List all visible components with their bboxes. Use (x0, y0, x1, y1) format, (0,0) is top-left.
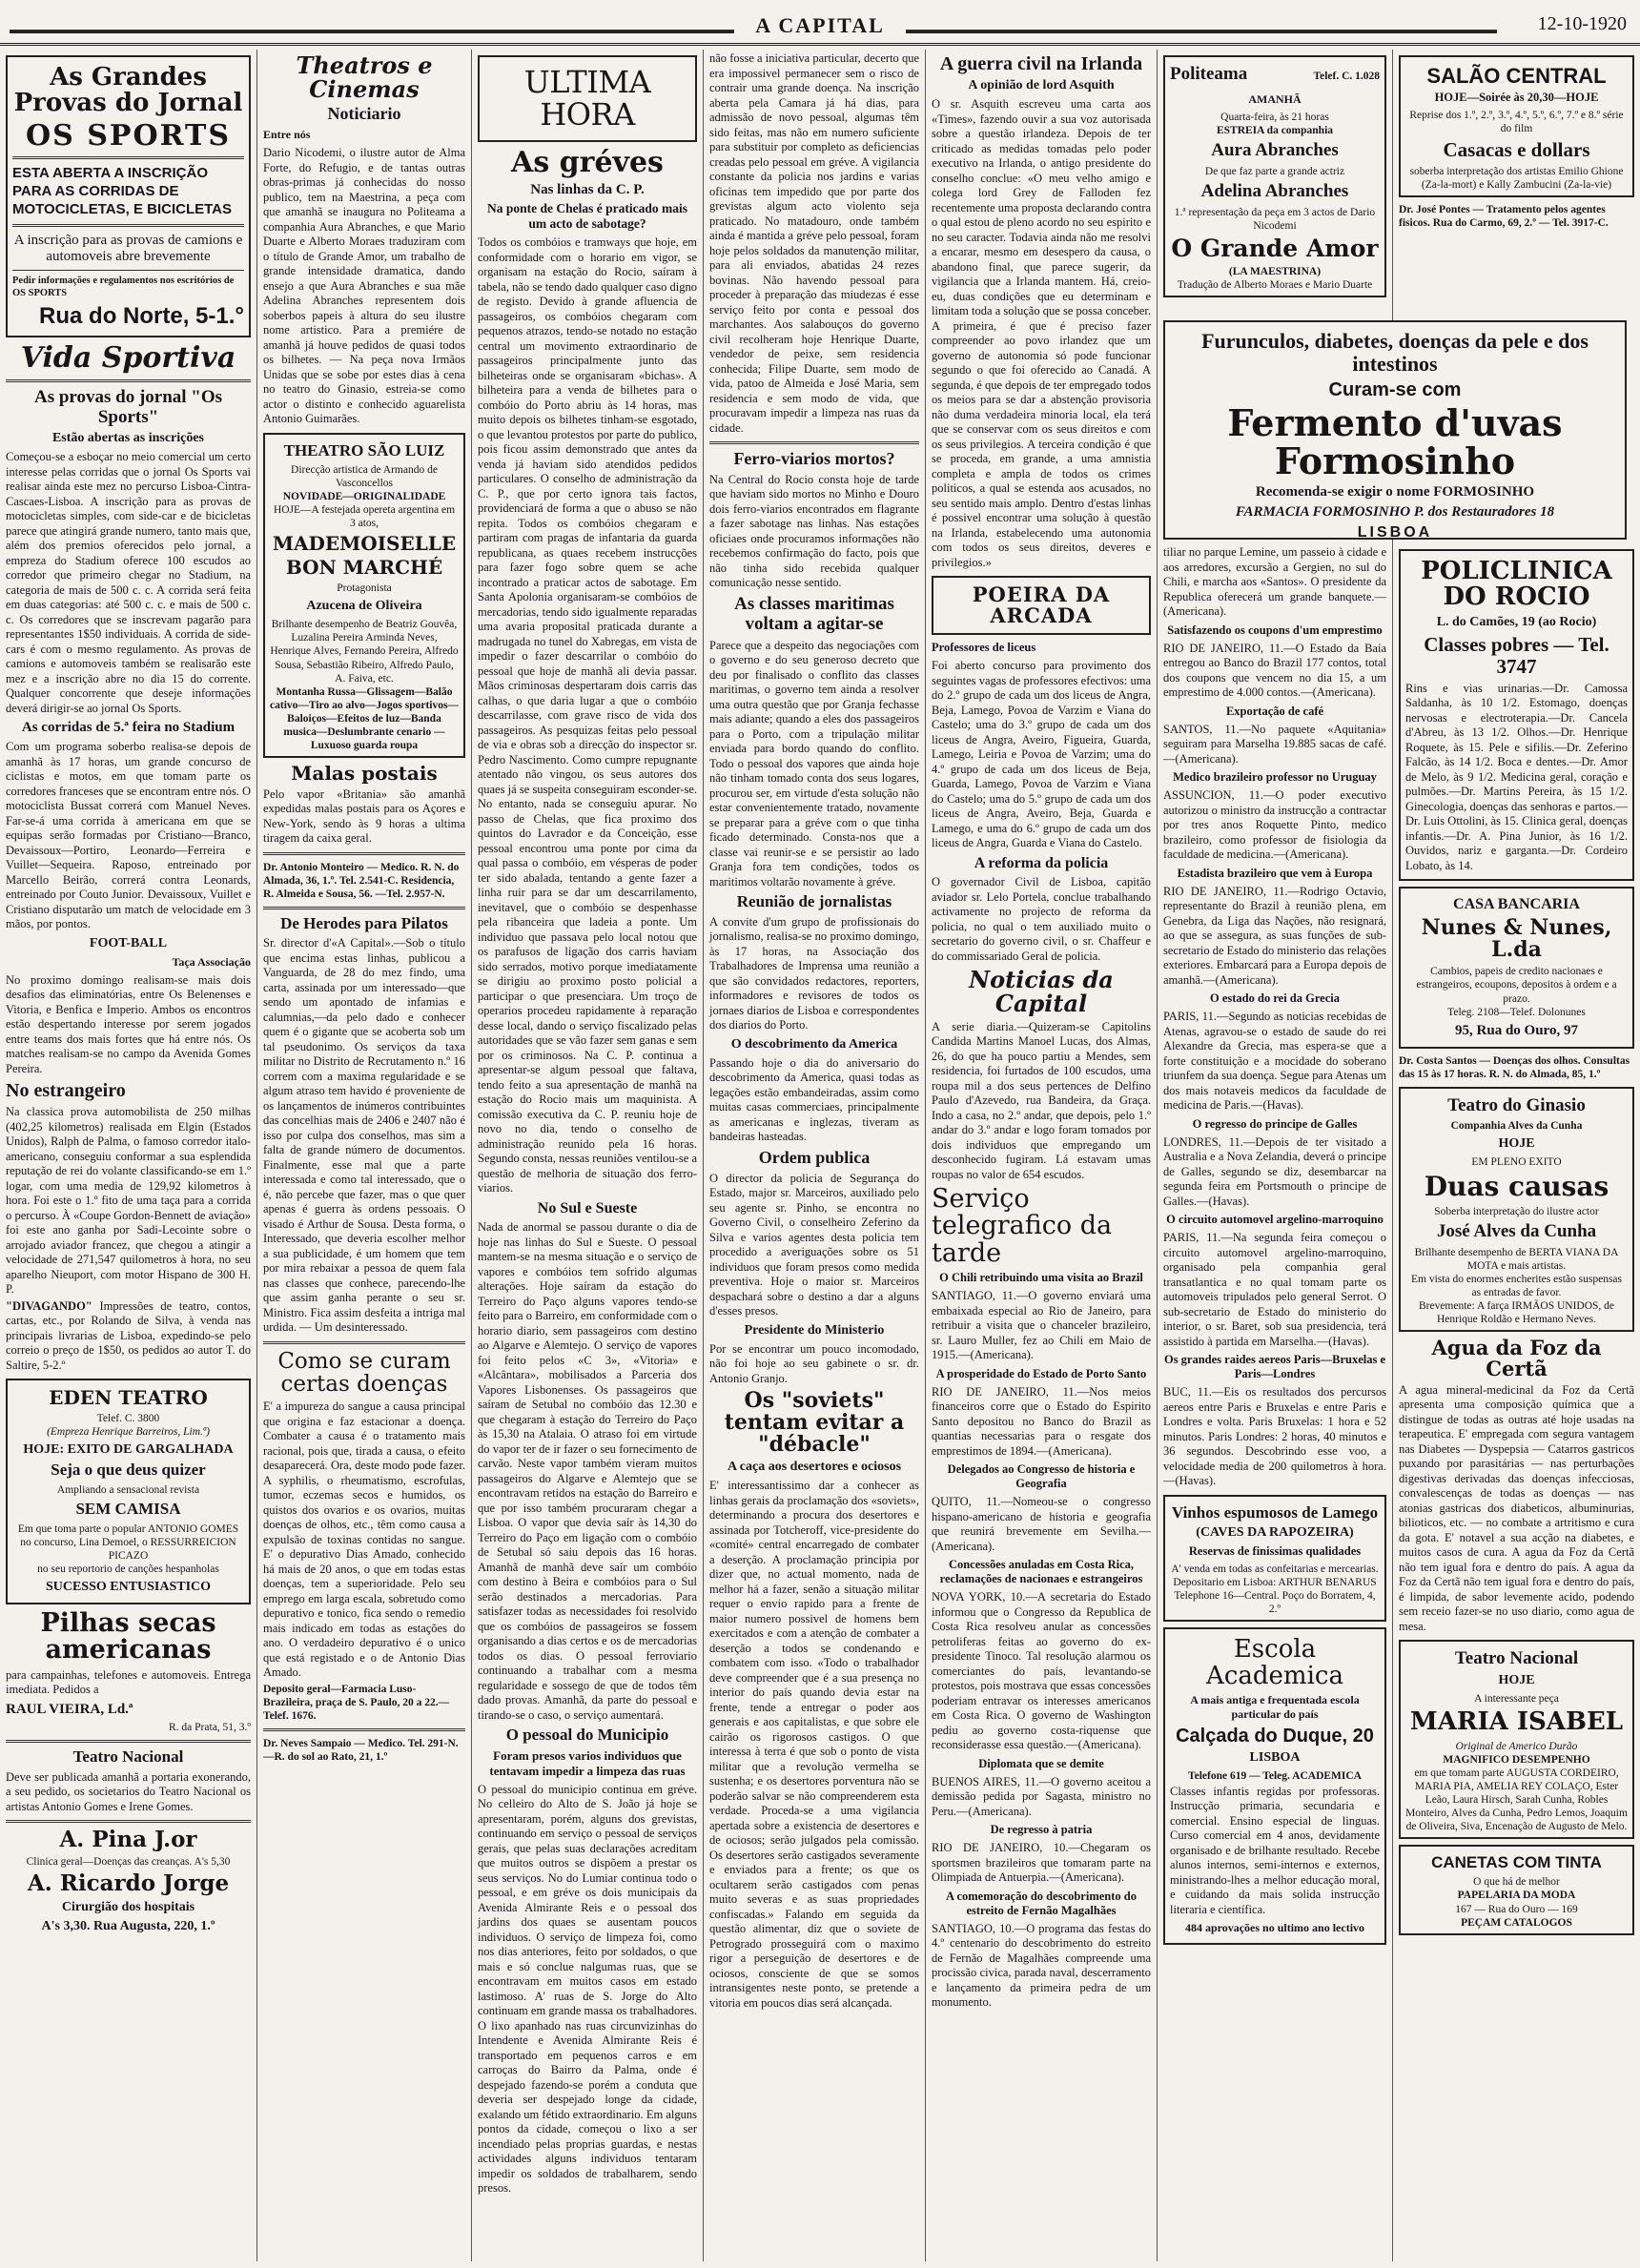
divider (263, 1341, 465, 1344)
ferro-viarios-title: Ferro-viarios mortos? (733, 449, 895, 468)
adelina-abranches: Adelina Abranches (1200, 180, 1349, 201)
nacional-ad-title: Teatro Nacional (1454, 1648, 1579, 1669)
teatro-nacional-news-text: Deve ser publicada amanhã a portaria exonerando, a seu pedido, os societarios do Teatro Nacional os artistas Antonio Gomes e Irene Gomes. (6, 1769, 251, 1813)
nacional-ad-text: em que tomam parte AUGUSTA CORDEIRO, MARIA PIA, AMELIA REY COLAÇO, Ester Leão, Laura Hirsch, Sarah Cunha, Robles Monteiro, Alves da Cunha, Pedro Lemos, Joaquim de Oliveira, Siva, Encenação de Augusto de Melo. (1405, 1767, 1628, 1832)
descobrimento-text: Passando hoje o dia do aniversario do descobrimento da America, quasi todas as legações estão embandeiradas, assim como muitas casas commerciaes, principalmente as americanas e inglezas, tiveram as bandeiras hasteadas. (709, 1055, 919, 1144)
pilhas-text: para campainhas, telefones e automoveis. Entrega imediata. Pedidos a (6, 1667, 251, 1697)
escola-subtitle: A mais antiga e frequentada escola particular do país (1190, 1692, 1360, 1721)
circuito-text: PARIS, 11.—Na segunda feira começou o circuito automovel argelino-marroquino, organisado pela companhia geral transatlantica e no qual tomam parte os automoveis tripulados pelo general Serrot. O sub-secretario de Estado do ministerio do interior, o sr. Baret, sob sua presidencia, terá assistido à partida em Marselha.—(Havas). (1163, 1231, 1386, 1348)
issue-date: 12-10-1920 (1537, 13, 1627, 34)
column-6-lower (1158, 543, 1393, 2259)
raul-vieira: RAUL VIEIRA, Ld.ª (6, 1701, 133, 1717)
municipio-subtitle: Foram presos varios individuos que tentavam impedir a limpeza das ruas (489, 1747, 686, 1778)
chili-text: SANTIAGO, 11.—O governo enviará uma embaixada especial ao Rio de Janeiro, para retribuir a visita que o chanceler brazileiro, sr. Lauro Muller, fez ao Chili em Maio de 1915.—(Americana). (932, 1289, 1151, 1362)
inscricao-aberta: ESTA ABERTA A INSCRIÇÃO PARA AS CORRIDAS DE MOTOCICLETAS, E BICICLETAS (12, 165, 233, 217)
rei-grecia-subtitle: O estado do rei da Grecia (1210, 991, 1340, 1005)
linhas-cp-subtitle: Nas linhas da C. P. (530, 181, 645, 197)
policlinica-address: L. do Camões, 19 (ao Rocio) (1436, 614, 1597, 629)
bancaria-title: CASA BANCARIA (1453, 896, 1580, 913)
escola-calcada: Calçada do Duque, 20 (1176, 1725, 1374, 1747)
vinhos-deposito: Depositario em Lisboa: ARTHUR BENARUS (1173, 1577, 1377, 1589)
ricardo-jorge-title: A. Ricardo Jorge (27, 1870, 230, 1897)
formosinho-farmacia: FARMACIA FORMOSINHO P. dos Restauradores 18 (1235, 504, 1555, 521)
ginasio-brilhante: Brilhante desempenho de BERTA VIANA DA MOTA e mais artistas. (1414, 1246, 1619, 1272)
eden-telef: Telef. C. 3800 (96, 1413, 160, 1425)
canetas-title: CANETAS COM TINTA (1431, 1852, 1602, 1871)
eden-title: EDEN TEATRO (49, 1386, 208, 1410)
estadista-subtitle: Estadista brazileiro que vem à Europa (1177, 866, 1373, 880)
masthead-rule-left (10, 30, 734, 33)
deposito-geral: Deposito geral—Farmacia Luso-Brazileira, praça de S. Paulo, 20 a 22.—Telef. 1676. (263, 1683, 450, 1722)
sao-luiz-hoje: HOJE—A festejada opereta argentina em 3 atos, (273, 504, 456, 530)
ginasio-title: Teatro do Ginasio (1447, 1094, 1586, 1115)
regresso-text: RIO DE JANEIRO, 10.—Chegaram os sportsmen brazileiros que tomaram parte na Olimpiada de Antuerpia.—(Americana). (932, 1841, 1151, 1885)
salao-interp: soberba interpretação dos artistas Emilio Ghione (Za-la-mort) e Kally Zambucini (Za-la-vie) (1409, 166, 1624, 192)
casa-bancaria-ad (1399, 887, 1634, 1048)
estrangeiro-text: Na classica prova automobilista de 250 milhas (402,25 kilometros) realisada em Elgin (Estados Unidos), Ralph de Palma, o famoso corredor italo-americano, conseguiu conformar a sua esplendida reputação de rei do volante classificando-se em 1.º logar, com uma media de 129,92 kilometros à hora. Foi este o 1.º fito de uma taça para a corrida o percurso. À «Coupe Gordon-Bennett de aviação» foi este ano ganha por Sadi-Lecointe sobre o arrojado aviador francez, que chegou a atingir a velocidade de 271,547 quilometros à hora, no seu aparelho Nieuport, com motor Hispano de 300 H. P. (6, 1105, 251, 1297)
football-text: No proximo domingo realisam-se mais dois desafios das eliminatórias, entre Os Belenenses e Vitoria, e Benfica e Imperio. Ambos os encontros estão despertando interesse por serem jogados entre teams dos mais fortes que há entre nós. Os matches realisam-se no campo da Avenida Gomes Pereira. (6, 972, 251, 1075)
paper-name: A CAPITAL (755, 13, 885, 37)
poeira-banner (932, 576, 1151, 635)
formosinho-recomenda: Recomenda-se exigir o nome FORMOSINHO (1255, 484, 1535, 501)
canetas-subtitle: O que há de melhor (1473, 1876, 1560, 1889)
maestrina-sub: (LA MAESTRINA) (1228, 266, 1322, 277)
ginasio-soberba: Soberba interpretação do ilustre actor (1434, 1205, 1599, 1217)
ricardo-address: A's 3,30. Rua Augusta, 220, 1.º (41, 1918, 215, 1933)
divider (12, 224, 244, 227)
liceus-subtitle: Professores de liceus (932, 641, 1036, 655)
costa-santos-ad: Dr. Costa Santos — Doenças dos olhos. Consultas das 15 às 17 horas. R. N. do Almada, 85, 1.º (1399, 1054, 1630, 1080)
divider (709, 441, 919, 444)
vinhos-title: Vinhos espumosos de Lamego (1171, 1502, 1379, 1522)
porto-santo-text: RIO DE JANEIRO, 11.—Nos meios financeiros corre que o Estado do Espirito Santo depositou no Banco do Brazil as quantias necessarias para o resgate dos emprestimos de 1894.—(Americana). (932, 1384, 1151, 1458)
regresso-subtitle: De regresso à patria (990, 1823, 1093, 1837)
monteiro-ad: Dr. Antonio Monteiro — Medico. R. N. do Almada, 36, 1.º. Tel. 2.541-C. Residencia, R. Almeida e Sousa, 56. —Tel. 2.957-N. (263, 861, 460, 900)
eden-seja: Seja o que deus quizer (51, 1461, 206, 1480)
pina-text: Clinica geral—Doenças das creanças. A's 5,30 (26, 1856, 231, 1869)
ultima-hora-title: ULTIMA HORA (523, 64, 651, 133)
malas-postais-text: Pelo vapor «Britania» são amanhã expedidas malas postais para os Açores e New-York, sendo às 9 horas a ultima tiragem da caixa geral. (263, 787, 465, 846)
divider (6, 379, 251, 382)
liceus-text: Foi aberto concurso para provimento dos seguintes vagas de professores efectivos: uma do 2.º grupo de cada um dos liceus de Angra, Beja, Lamego, Povoa de Varzim e Viana do Castelo; uma do 3.º grupo de cada um dos liceus de Angra, Aveiro, Figueira, Guarda, Lamego, Leiria e Povoa de Varzim; uma do 4.º grupo de cada um dos liceus de Beja, Guarda, Lamego, Povoa de Varzim e Viana do Castelo; uma do 5.º grupo de cada um dos liceus de Angra, Aveiro, Beja, Guarda e Lamego, e uma do 6.º grupo de cada um dos liceus de Angra, Guarda e Viana do Castelo. (932, 659, 1151, 850)
como-se-curam-text: E' a impureza do sangue a causa principal que origina e faz estacionar a doença. Combater a causa é o tratamento mais racional, pois que, tirada a causa, o efeito desaparecerá. Ora, deste modo pode fazer. A syphilis, o rheumatismo, escrofulas, tumor, eczemas secos e humidos, os quistos dos ovarios e os ovarios, muitas doenças de olhos, etc., têm como causa a expulsão de toxinas contidas no sangue. E' o depurativo Dias Amado, conhecido há mais de 20 anos, o que em todas estas doenças, tem a superioridade. Pelo seu emprego em larga escala, sobretudo como depurativo e tonico, fica sendo o remedio mais indicado em todas as estações do ano. O verdadeiro depurativo é o unico que está registado e o de Antonio Dias Amado. (263, 1400, 465, 1680)
pilhas-title: Pilhas secas americanas (40, 1607, 216, 1665)
circuito-subtitle: O circuito automovel argelino-marroquino (1166, 1213, 1384, 1226)
teatro-nacional-news-title: Teatro Nacional (72, 1747, 184, 1767)
taca-subtitle: Taça Associação (172, 954, 251, 969)
football-title: FOOT-BALL (89, 935, 168, 950)
os-sports-title: OS SPORTS (26, 118, 231, 153)
sao-luiz-direction: Direcção artistica de Armando de Vasconcellos (291, 464, 438, 490)
vinhos-ad (1163, 1495, 1386, 1623)
escola-lisboa: LISBOA (1249, 1749, 1301, 1765)
herodes-text: Sr. director d'«A Capital».—Sob o título que encima estas linhas, publicou a Vanguarda, de 28 do mez findo, uma carta, assinada por um interessado—que sendo um apontado de infamias e calumnias,—da pelo dado e conhecer quem é o gigante que se acoberta sob um tal pseudonimo. Os serviços da taxa militar no Distrito de Recrutamento n.º 16 correm com a maxima regularidade e se algum atraso tem havido é proveniente de os lançamentos de inúmeros contribuintes das concelhias mais de 2406 e 2407 não é isso por culpa dos conselhos, mas sim a falta de grande número de documentos. Finalmente, esse mal que a parte interessada e como tal interessado, que o é, não percebe que fazer, mas o que quer apenas é guerra às ordens pessoais. O visado é Arthur de Sousa. Desta forma, o Interessado, que deveria escolher melhor a sua publicidade, é um homem que tem por mira rebaixar a pessoa de quem fala nas classes que conhece, parecendo-lhe que assim ganha perante o seu sr. Ministro. Fica assim desfeita a intriga mal urdida. — Um desinteressado. (263, 936, 465, 1335)
herodes-title: De Herodes para Pilatos (280, 913, 448, 932)
provas-title: As provas do jornal "Os Sports" (33, 386, 223, 427)
magalhaes-subtitle: A comemoração do descobrimento do estreito de Fernão Magalhães (946, 1889, 1137, 1917)
poeira-title: POEIRA DA ARCADA (972, 582, 1111, 628)
telegraf-continued: tiliar no parque Lemine, um passeio à cidade e aos arredores, excursão a Gergien, no sul do Chili, e marcha aos «Santos». O presidente da Republica oferecerá um grande banquete.—(Americana). (1163, 545, 1386, 618)
politeama-ad (1163, 55, 1386, 297)
column-4 (704, 50, 926, 2261)
bancaria-tel: Teleg. 2108—Telef. Dolonunes (1447, 1006, 1586, 1018)
estrangeiro-title: No estrangeiro (6, 1080, 126, 1102)
soviets-text: E' interessantissimo dar a conhecer as linhas gerais da proclamação dos «soviets», determinando a procura dos desertores e assinada por Totcheroff, vice-presidente do «comité» central encarregado de combater a deserção. A proclamação principia por dizer que, no actual momento, nada de melhor há a fazer, senão a situação militar requer o envio rapido para a frente de maior numero possivel de homens bem exercitados e com a atenção de combater a deserção a todos se condenando e combatem com isso. «Todo o trabalhador deve compreender que é a sua presença no interior do país quando devia estar na frente, tende a entregar o poder aos generais e aos capitalistas, e que sobre ele cairão os rigorosos castigos. O que interessa à terra é que sob o ponto de vista militar que a revolução vermelha se sustenha; e os desertores porventura não se poderão salvar se não compreenderem esta verdade. Proceda-se a uma vigilancia apertada sobre a existencia de desertores e de ociosos; serão julgados pela comissão. Os desertores serão castigados severamente e enviados para a frente; os que os ocultarem serão castigados com penas muito severas e as suas propriedades confiscadas.» Falando em seguida da questão alimentar, diz que o soviete de Petrogrado prosseguirá com o maximo rigor a perseguição de desertores e de ociosos, consciente de que se somos intransigentes neste ponto, se pretende a vitoria em poucos dias será alcançada. (709, 1479, 919, 2010)
rei-grecia-text: PARIS, 11.—Segundo as noticias recebidas de Atenas, agravou-se o estado de saude do rei Alexandre da Grecia, mas espera-se que a forte constituição e a mocidade do soberano triunfem da sua doença. Segue para Atenas um dos mais notaveis medicos da faculdade de medicina de Paris.—(Havas). (1163, 1010, 1386, 1112)
coupons-text: RIO DE JANEIRO, 11.—O Estado da Baía entregou ao Banco do Brazil 177 contos, total dos coupons que vencem no dia 15, a um emprestimo de 4.000 contos.—(Americana). (1163, 641, 1386, 699)
grande-amor-title: O Grande Amor (1171, 234, 1379, 262)
uruguay-subtitle: Medico brazileiro professor no Uruguay (1173, 770, 1377, 784)
canetas-ad (1399, 1845, 1634, 1935)
alves-cunha-name: José Alves da Cunha (1436, 1220, 1597, 1241)
canetas-pecam: PEÇAM CATALOGOS (1461, 1916, 1572, 1929)
policlinica-ad (1399, 549, 1634, 881)
maritimas-text: Parece que a despeito das negociações com o governo e do seu generoso decreto que deu por finalisado o conflito das classes maritimas, o governo tem ainda a resolver uma outra questão que por Granja fechasse mais adiante; quando a eles dos passageiros para o Porto, com a tripulação militar enviada para bordo quando do conflito. Todo o pessoal dos vapores que ainda hoje não tinham tomado conta dos seus logares, procurou ser, em virtude d'esta solução não estar convenientemente tratado, novamente se preparar para a gréve com o que tinha ficado determinado. Consta-nos que a classe vai reunir-se e se persistir ao lado Granja fora tem condições, todos os maritimos voltarão novamente à gréve. (709, 638, 919, 889)
delegados-text: QUITO, 11.—Nomeou-se o congresso hispano-americano de historia e geografia que reunirá brevemente em Sevilha.—(Americana). (932, 1495, 1151, 1553)
aura-abranches: Aura Abranches (1211, 139, 1339, 160)
pontes-ad: Dr. José Pontes — Tratamento pelos agentes fisicos. Rua do Carmo, 69, 2.º — Tel. 3917-C. (1399, 204, 1609, 230)
ricardo-sub: Cirurgião dos hospitais (61, 1899, 195, 1914)
column-1 (0, 50, 257, 2261)
politeama-quarta: Quarta-feira, às 21 horas (1220, 111, 1329, 123)
noticiario-title: Noticiario (327, 104, 401, 124)
divider (12, 156, 244, 159)
jornalistas-title: Reunião de jornalistas (736, 892, 892, 911)
eden-cancoes: no seu reportorio de canções hespanholas (37, 1563, 219, 1575)
salao-hoje: HOJE—Soirée às 20,30—HOJE (1434, 91, 1599, 105)
pina-title: A. Pina J.or (59, 1827, 197, 1853)
ginasio-pleno: EM PLENO EXITO (1471, 1156, 1562, 1169)
bon-marche-title: BON MARCHÉ (285, 556, 443, 580)
divider (6, 1820, 251, 1823)
aereas-subtitle: Os grandes raides aereos Paris—Bruxelas e Paris—Londres (1163, 1353, 1386, 1380)
escola-telefone: Telefone 619 — Teleg. ACADEMICA (1188, 1769, 1362, 1782)
diplomata-subtitle: Diplomata que se demite (978, 1756, 1104, 1770)
vida-sportiva-title: Vida Sportiva (20, 341, 236, 376)
ginasio-brevemente: Brevemente: A farça IRMÃOS UNIDOS, de Henrique Roldão e Hermano Neves. (1418, 1299, 1615, 1325)
chili-subtitle: O Chili retribuindo uma visita ao Brazil (939, 1271, 1143, 1285)
divagando-block (6, 1299, 251, 1374)
politeama-amanha: AMANHÃ (1248, 92, 1302, 106)
escola-text: Classes infantis regidas por professoras. Instrucção primaria, secundaria e comercial. Ensino especial de linguas. Curso comercial em 4 anos, devidamente organisado e de brilhante resultado. Recebe alunos internos, semi-internos e externos, ministrando-lhes a melhor educação moral, e cuidando da mais solida instrucção literaria e científica. (1170, 1784, 1380, 1916)
inscricoes-subtitle: Estão abertas as inscrições (51, 431, 205, 446)
municipio-continued-text: não fosse a iniciativa particular, decerto que era impossivel permanecer sem o risco de contrair uma grande doença. Na inscrição aberta pela Camara já há dias, para admissão de novo pessoal, algumas têm sido feitas, mas não em numero suficiente para substituir por completo as deficiencias creadas pelo pessoal em gréve. A vigilancia constante da policia nos jardins e varias oficinas tem impedido que por parte dos grevistas algum acto violento seja praticado. No matadouro, onde também ainda é mantida a gréve pelo pessoal, foram hoje pelos soldados da manutenção militar, para ali enviados, abatidas 24 rezes bovinas. Não havendo pessoal para proceder à preparação das miudezas é esse serviço feito por conta e pessoal dos marchantes. Aos salabouços do governo civil recolheram hoje Henrique Duarte, vendedor de peixe, sem residencia conhecida; Filipe Duarte, sem modo de vida, patoo de Almeida e José Maria, sem residencia e sem modo de vida, que procuravam impedir a limpeza nas ruas da cidade. (709, 51, 919, 435)
cafe-text: SANTOS, 11.—No paquete «Aquitania» seguiram para Marselha 19.885 sacas de café.—(Americana). (1163, 722, 1386, 766)
vinhos-reservas: Reservas de finissimas qualidades (1188, 1544, 1362, 1559)
grandes-provas-ad (6, 55, 251, 337)
escola-aprovacoes: 484 aprovações no ultimo ano lectivo (1184, 1921, 1365, 1935)
bancaria-name: Nunes & Nunes, L.da (1421, 915, 1612, 963)
curam-se-com: Curam-se com (1328, 379, 1462, 401)
chelas-subtitle: Na ponte de Chelas é praticado mais um acto de sabotage? (487, 201, 687, 232)
vinhos-telephone: Telephone 16—Central. Poço do Borratem, 4, 2.º (1174, 1590, 1376, 1616)
politeama-header (1170, 61, 1380, 89)
salao-title: SALÃO CENTRAL (1426, 64, 1607, 88)
soviets-subtitle: A caça aos desertores e ociosos (727, 1460, 902, 1475)
eden-hoje: HOJE: EXITO DE GARGALHADA (23, 1442, 234, 1458)
agua-foz-text: A agua mineral-medicinal da Foz da Certã apresenta uma composição química que a distingue de todas as outras até hoje usadas na terapeutica. E' empregada com segura vantagem nas Diabetes — Dyspepsia — Catarros gastricos puxando por parasitárias — nas perturbações digestivas derivadas das doenças infecciosas, convalescenças de todas as doenças — nas atonias gastricas dos diabeticos, albuminurias, bilioticos, etc. — no combate a artritismo e cura da gota. E' notavel a sua acção na diabetes, e muitos casos de cura. A agua da Foz da Certã não tem igual fora e dentro do país. A agua da Foz da Certã não tem igual fora e dentro do país, é limpida, de sabor levemente acido, podendo sem receio fazer-se no uso diario, como agua de mesa. (1399, 1382, 1634, 1633)
inscricoes-text: Começou-se a esboçar no meio comercial um certo interesse pelas corridas que o jornal Os Sports vai realisar ainda este mez no percurso Lisboa-Cintra-Cascaes-Lisboa. A inscrição para as provas de motocicletas simples, com side-car e de bicicletas parece que atingirá grande numero, tanto mais que, além dos premios oferecidos pelo jornal, a empreza do Stadium oferece 100 escudos ao corredor que primeiro chegar no Stadium, na categoria de mais de 500 c. c. A corrida será feita em duas categorias: até 500 c. c. e mais de 500 c. c. Os corredores que se inscrevam pagarão para representantes 1$50 individuais. A corrida de side-cars é com o mesmo regulamento. As provas de camions e automoveis também se realisarão este mez e a inscrição abre no dia 15 do corrente. Qualquer concorrente que deseje informações deverá dirigir-se ao jornal Os Sports. (6, 450, 251, 715)
mademoiselle-title: MADEMOISELLE (272, 532, 457, 556)
column-7-lower (1393, 543, 1640, 2259)
eden-teatro-ad (6, 1379, 251, 1604)
classes-pobres: Classes pobres — Tel. 3747 (1424, 632, 1609, 678)
ginasio-hoje: HOJE (1498, 1136, 1535, 1152)
descobrimento-title: O descobrimento da America (730, 1036, 898, 1052)
sampaio-ad: Dr. Neves Sampaio — Medico. Tel. 291-N.—R. do sol ao Rato, 21, 1.º (263, 1737, 459, 1763)
politeama-de-que: De que faz parte a grande actriz (1204, 165, 1345, 177)
municipio-title: O pessoal do Municipio (505, 1726, 669, 1745)
ordem-publica-title: Ordem publica (758, 1147, 871, 1167)
sao-luiz-desempenho: Brilhante desempenho de Beatriz Gouvêa, Luzalina Pereira Arminda Neves, Henrique Alves, Fernando Pereira, Alfredo Sousa, Sebastião Ribeiro, Alfredo Paulo, A. Faiva, etc. (270, 619, 459, 684)
eden-empresa: (Empreza Henrique Barreiros, Lim.ª) (47, 1426, 210, 1439)
como-se-curam-title: Como se curam certas doenças (277, 1348, 451, 1397)
divider (263, 852, 465, 855)
politeama-title: Politeama (1170, 64, 1248, 84)
raul-address: R. da Prata, 51, 3.º (169, 1722, 251, 1734)
soviets-title: Os "soviets" tentam evitar a "débacle" (724, 1388, 905, 1458)
policlinica-text: Rins e vias urinarias.—Dr. Camossa Saldanha, às 10 1/2. Estomago, doenças nervosas e electroterapia.—Dr. Cancela d'Abreu, às 13 1/2. Olhos.—Dr. Henrique Roquete, às 15. Pele e sifilis.—Dr. Zeferino Falcão, às 14 1/2. Boca e dentes.—Dr. Amor de Melo, às 9 1/2. Medicina geral, coração e pulmões.—Dr. Martins Pereira, às 15 1/2. Ginecologia, doenças das senhoras e partos.—Dr. Luis Ottolini, às 15. Clinica geral, doenças infantis.—Dr. A. Pina Junior, às 16 1/2. Ouvidos, nariz e garganta.—Dr. Cordeiro Lobato, às 14. (1405, 681, 1628, 872)
politeama-telef: Telef. C. 1.028 (1313, 71, 1380, 82)
entre-nos-text: Dario Nicodemi, o ilustre autor de Alma Forte, do Refugio, e de tantas outras obras-primas já conhecidas do nosso publico, tem na Maestrina, a peça com que amanhã se inaugura no Politeama a companhia Aura Abranches, e que Mario Duarte e Alberto Moraes traduziram com o título de Grande Amor, um trabalho de grande intensidade dramatica, dando ensejo a que Aura Abranches e sua mãe Adelina Abranches representem dois soberbos papeis à altura do seu ilustre nome artistico. Para a premiére de amanhã já houve pedidos de quasi todos os bilhetes. — Na peça nova Irmãos Unidas que se sobe por estes dias à cena no teatro do Ginasio, estreia-se como actor o distinto e conhecido aguarelista Antonio Guimarães. (263, 146, 465, 426)
ordem-publica-text: O director da policia de Segurança do Estado, major sr. Marceiros, auxiliado pelo seu agente sr. Pinho, se encontra no Governo Civil, o conselheiro Zeferino da Silva e varios agentes desta policia tem procedido a averiguações sobre os 51 individuos que foram presos como medida preventiva. Hoje o maior sr. Marceiros despachará sobre o destino a dar a alguns d'esses presos. (709, 1171, 919, 1318)
divider (12, 270, 244, 271)
divagando-text: Impressões de teatro, contos, cartas, etc., por Rolando de Silva, à venda nas principais livrarias de Lisboa, expedindo-se pelo correio o preço de 1$50, os pedidos ao autor T. do Saltire, 5-2.º (6, 1298, 251, 1372)
vinhos-venda: A' venda em todas as confeitarias e mercearias. (1171, 1563, 1379, 1576)
teatro-nacional-ad (1399, 1640, 1634, 1838)
reforma-title: A reforma da policia (974, 854, 1109, 871)
politeama-traducao: Tradução de Alberto Moraes e Mario Duarte (1177, 279, 1373, 292)
ginasio-ad (1399, 1087, 1634, 1332)
servico-telegrafico-title: Serviço telegrafico da tarde (932, 1184, 1113, 1268)
divagando-title: "DIVAGANDO" (6, 1298, 92, 1313)
column-3 (472, 50, 704, 2261)
entre-nos-subtitle: Entre nós (263, 128, 311, 142)
malas-postais-title: Malas postais (291, 761, 438, 785)
asquith-text: O sr. Asquith escreveu uma carta aos «Times», fazendo ouvir a sua voz autorisada sobre a questão irlandeza. Depois de ter criticado as medidas tomadas pelo poder executivo na Irlanda, o antigo presidente do conselho conclue: «O meu velho amigo e colega lord Grey de Falloden fez recentemente uma proposta declarando contra o qual estou de pleno acordo no seu espirito e no seu caracter. Todavia ainda não me resolvi a encarar, mesmo em desespero da causa, o abandono final, que parece sugerir, da vigilancia que a Irlanda mantem. Há, creio-eu, duas condições que eu determinam e limitam toda a solução que se possa conceber. A primeira, é que é preciso fazer compreender ao povo irlandez que um governo de autonomia só pode funcionar segundo o que foi oferecido ao Canadá. A segunda, é que depois de ter empregado todos os meios para se dar a abstenção provisoria não duma verdadeira minoria local, ela terá que se conservar com os seus direitos e com os seus privilegios. A terceira condição é que se proceda, em grande, a uma amnistia completa e ampla de todos os crimes politicos, a qual se estenda aos acusados, no seu sentido mais amplo. Dentro d'estas linhas é possivel encontrar uma solução à questão na Irlanda, estabelecendo uma autonomia com todos os seus direitos, deveres e privilegios.» (932, 97, 1151, 569)
nacional-ad-interesse: A interessante peça (1474, 1693, 1559, 1706)
concessoes-subtitle: Concessões anuladas em Costa Rica, reclamações de nacionaes e estrangeiros (939, 1558, 1143, 1586)
protagonista-label: Protagonista (337, 582, 392, 595)
eden-ampliando: Ampliando a sensacional revista (56, 1484, 200, 1497)
column-2 (257, 50, 472, 2261)
sao-luiz-montanha: Montanha Russa—Glissagem—Balão cativo—Tiro ao alvo—Jogos sportivos—Baloiços—Efeitos de luz—Banda musica—Deslumbrante cenario — Luxuoso guarda roupa (270, 685, 459, 751)
teatros-cinemas-title: Theatros e Cinemas (296, 51, 433, 104)
duas-causas-title: Duas causas (1424, 1171, 1609, 1203)
sao-luiz-ad (263, 433, 465, 758)
ultima-hora-banner (478, 55, 697, 142)
divider (6, 1740, 251, 1743)
noticias-capital-text: A serie diaria.—Quizeram-se Capitolins Candida Martins Manoel Lucas, dos Almas, 26, do que ha pouco partiu a Mendes, sem residencia, foi furtados de 100 escudos, uma roupa mil a dos seus pertences de Delfino Paulo d'Azevedo, rua Bandeira, da Graça. Indo a casa, no 2.º andar, que depois, pelo 1.º andar do 3.º andar e logo foram tomados por dois individuos que empregando um desconhecido fugiram. Lá estavam umas roupas no valor de 654 escudos. (932, 1019, 1151, 1181)
eden-sucesso: SUCESSO ENTUSIASTICO (45, 1579, 212, 1594)
eden-antonio: Em que toma parte o popular ANTONIO GOMES (17, 1522, 239, 1535)
nacional-ad-hoje: HOJE (1498, 1673, 1535, 1688)
escola-academica-ad (1163, 1627, 1386, 1945)
formosinho-lisboa: LISBOA (1357, 524, 1433, 541)
escola-title: Escola Academica (1206, 1635, 1343, 1690)
policlinica-title: POLICLINICA DO ROCIO (1421, 557, 1612, 612)
agua-foz-title: Agua da Foz da Certã (1431, 1335, 1602, 1380)
sul-sueste-title: No Sul e Sueste (537, 1199, 638, 1216)
fermento-title: Fermento d'uvas Formosinho (1227, 401, 1563, 483)
maria-isabel-title: MARIA ISABEL (1409, 1707, 1624, 1737)
eden-concurso: no concurso, Lina Demoel, o RESSURREICION PICAZO (20, 1536, 236, 1562)
presidente-title: Presidente do Ministerio (744, 1322, 885, 1338)
ginasio-companhia: Companhia Alves da Cunha (1450, 1120, 1583, 1133)
municipio-text: O pessoal do municipio continua em gréve. No celleiro do Alto de S. João já hoje se apresentaram, porém, alguns dos grevistas, continuando em serviço o pessoal de serviços gerais, que pelas suas declarações acreditam que muitos outros se dispõem a prestar os seus serviços. No do Lumiar continua todo o pessoal, e em gréve os dois municipais da Avenida Almirante Reis e o pessoal dos jardins dos quaes se ausentam poucos individuos. O serviço de limpeza foi, como nos dias anteriores, feito por soldados, o que mais e só conclue nalgumas ruas, que se encontravam em muitos casos em estado lastimoso. A' ruas de S. Jorge do Alto continuam em grande massa os trabalhadores. O lixo apanhado nas ruas circunvizinhas do Intendente e Avenida Almirante Reis é transportado em pequenos carros e em carroças do Bairro da Palma, onde é despejado fazendo-se porém a conduta que deveria ser despejado longe da cidade, exalando um fétido extraordinario. Em alguns pontos da cidade, começou o lixo a ser incendiado pelas proprias guardas, e nestas actividades alguns individuos tentaram impedir os soldados de trabalharem, sendo presos. (478, 1782, 697, 2196)
corridas-quinta-title: As corridas de 5.ª feira no Stadium (21, 720, 236, 736)
greves-title: As gréves (511, 146, 664, 180)
grandes-provas-title: As Grandes Provas do Jornal (13, 63, 243, 118)
masthead (0, 0, 1640, 46)
cafe-subtitle: Exportação de café (1225, 704, 1324, 718)
sul-sueste-text: Nada de anormal se passou durante o dia de hoje nas linhas do Sul e Sueste. O pessoal mantem-se na mesma situação e o serviço de vapores e combóios tem sofrido algumas alterações. Hoje saíram da estação do Terreiro do Paço alguns vapores tendo-se feito para o Barreiro, em conformidade com o horario diario, sem passageiros com destino ao Algarve e Alemtejo. O serviço de vapores foi feito pelos «C 3», «Vitoria» e «Alcântara», mobilisados a Parceria dos Vapores Lisbonenses. Os passageiros que saíram de Setubal no combóio das 12.30 e que chegaram à estação do Terreiro do Paço às 15,30 na Atalaia. O atraso foi em virtude do vapor ter de ir fazer o seu fornecimento de carvão. Neste vapor também vieram muitos passageiros do Algarve e Alemtejo que se encontravam retidos na estação do Barreiro e que por isso também procuraram chegar a Lisboa. O vapor que devia saír às 14,30 do Terreiro do Paço em ligação com o combóio de Setubal só saiu depois das 16 horas. Amanhã de manhã deve saír um combóio com destino à Beira e combóios para o Sul serão destinados a mercadorias. Para satisfazer todas as necessidades foi resolvido que os combóios de passageiros se fossem organisando a dias certos e os de mercadorias todos os dias. O pessoal ferroviario continuando a trabalhar com a mesma regularidade e sossego de que de todos têm dado provas. Amanhã, da parte do pessoal e tirando-se o caso, o serviço aumentará. (478, 1220, 697, 1722)
camions-text: A inscrição para as provas de camions e automoveis abre brevemente (13, 233, 243, 265)
maritimas-title: As classes maritimas voltam a agitar-se (734, 593, 894, 634)
divider (263, 907, 465, 909)
nacional-ad-original: Original de Americo Durão (1455, 1740, 1578, 1752)
concessoes-text: NOVA YORK, 10.—A secretaria do Estado informou que o Congresso da Republica de Costa Rica resolveu anular as concessões petroliferas feitas ao governo do ex-presidente Tinoco. Tal resolução alarmou os comerciantes do país, levantando-se protestos, pois mostrava que essas concessões poderiam entravar os interesses americanos em Costa Rica. O governo de Washington pediu ao governo costa-riquense que reconsiderasse essa questão.—(Americana). (932, 1590, 1151, 1752)
principe-text: LONDRES, 11.—Depois de ter visitado a Australia e a Nova Zelandia, deverá o principe de Galles, segundo se diz, desembarcar na segunda feira em Portsmouth o principe de Galles.—(Havas). (1163, 1134, 1386, 1208)
diplomata-text: BUENOS AIRES, 11.—O governo aceitou a demissão pedida por Sagasta, ministro no Peru.—(Americana). (932, 1774, 1151, 1818)
canetas-address: 167 — Rua do Ouro — 169 (1455, 1903, 1578, 1915)
aereas-text: BUC, 11.—Eis os resultados dos percursos aereos entre Paris e Bruxelas e entre Paris e Londres e volta. Paris Bruxelas: 1 hora e 52 minutos. Paris Londres: 2 horas, 40 minutos e 36 segundos. Descobrindo esse voo, a velocidade media de 200 quilometros à hora.—(Havas). (1163, 1385, 1386, 1487)
asquith-subtitle: A opinião de lord Asquith (968, 78, 1115, 92)
bancaria-address: 95, Rua do Ouro, 97 (1455, 1022, 1578, 1038)
estadista-text: RIO DE JANEIRO, 11.—Rodrigo Octavio, representante do Brazil à reunião plena, em Genebra, da Liga das Nações, não resignará, ao que se assegura, as suas funções de sub-secretario de Estado do ministerio das relações exteriores. Embarcará para a Europa depois de amanhã.—(Americana). (1163, 884, 1386, 987)
delegados-subtitle: Delegados ao Congresso de historia e Geografia (947, 1462, 1136, 1491)
irlanda-title: A guerra civil na Irlanda (939, 53, 1143, 74)
ferro-viarios-text: Na Central do Rocio consta hoje de tarde que haviam sido mortos no Minho e Douro dois ferro-viarios encontrados em flagrante a fazer sabotage nas linhas. Nas estações oficiaes onde procuramos informações não recebemos confirmação do facto, pois que não tinha sido recebida qualquer comunicação nesse sentido. (709, 472, 919, 590)
salao-reprise: Reprise dos 1.º, 2.º, 3.º, 4.º, 5.º, 6.º, 7.º e 8.º série do film (1409, 110, 1624, 135)
greves-text: Todos os combóios e tramways que hoje, em conformidade com o horario em vigor, se organisam na estação do Rocio, saíram à tabela, não se tendo dado qualquer caso digno de registo. Devido à grande afluencia de passageiros, os combóios chegaram com pequenos atrazos, tendo-se notado no estação central um movimento extraordinario de passageiros principalmente junto das bilheteiras onde se organisaram «bichas». A bilheteira para a venda de bilhetes para o combóio do Porto abriu às 14 horas, mas muito depois os bilhetes tinham-se esgotado, o que levantou protestos por parte do publico, pois ficou assim demonstrado que antes da venda já haviam sido atendidos pedidos particulares. O conselho de administração da C. P., que por certo ignora tais factos, providenciará de forma a que o abuso se não repita. Todos os combóios chegaram e partiram com pragas de infantaria da guarda republicana, as quaes recebem instrucções para fazer fogo sobre quem se ache incontrado a praticar actos de sabotage. Em Santa Apolonia organisaram-se combóios de mercadorias, tendo sido igualmente reparadas uma avaria proposital praticada durante a madrugada no tunel do Xabregas, em vista de impedir o fazer descarrilar o combóio do pessoal que hoje de manhã ali devia passar. Mãos criminosas despertaram dois carris das calhas, o que daria lugar a que o combóio descarrilasse, com grave risco de vida dos passageiros. As pesquizas feitas pelo pessoal de via e obras sob a direcção do inspector sr. Pedro Nascimento. Como cumpre repugnante atentado não vingou, os seus autores dos quaes já se suspeita conseguiram esconder-se. No entanto, nada se conseguiu apurar. No passo de Chelas, que fica proximo dos quintos do Lavrador e da Conceição, esse pessoal encontrou uma ponte por cima da qual passa o combóio, em vésperas de poder ter sido abalada, tentando a gente fazer a linha ruir para se dar um descarrilamento, inevitavel, que o combóio se despenhasse pela ribanceira que ladeia a ponte. Um individuo que passava pelo local notou que os parafusos de ligação dos carris haviam sido serrados, motivo porque imediatamente se dirigiu ao proximo posto policial a participar o que presenciara. Um troço de operarios procedeu rapidamente à reparação desse local, dando o serviço fiscalizado pelas autoridades que se vão fazer sem ganas e sem por os criminosos. Na C. P. continua a apresentar-se algum pessoal que faltava, tendo feito a sua apresentação de manhã na estação do Rocio mais um maquinista. A comissão executiva da C. P. reuniu hoje de novo no dia, tendo o conselho de administração reunido pela 16 horas. Segundo consta, nessas reuniões ventilou-se a questão de melhoria de situação dos ferro-viarios. (478, 235, 697, 1195)
jornalistas-text: A convite d'um grupo de profissionais do jornalismo, realisa-se no proximo domingo, às 17 horas, na Associação dos Trabalhadores de Imprensa uma reunião a que são convidados redactores, reporters, informadores e revisores de todos os jornaes diarios de Lisboa e correspondentes dos diarios do Porto. (709, 914, 919, 1032)
ginasio-vista: Em vista do enormes encherites estão suspensas as entradas de favor. (1411, 1273, 1622, 1298)
divider (263, 1728, 465, 1731)
noticias-capital-title: Noticias da Capital (969, 966, 1114, 1018)
azucena-name: Azucena de Oliveira (306, 599, 422, 614)
coupons-subtitle: Satisfazendo os coupons d'um emprestimo (1167, 623, 1383, 637)
corridas-quinta-text: Com um programa soberbo realisa-se depois de amanhã às 17 horas, um grande concurso de ciclistas e motos, em que tomam parte os corredores franceses que se encontram entre nós. O motociclista Bussat correrá com Manuel Neves. Far-se-á uma corrida à americana em que se equipas serão formadas por Cristiano—Branco, Devaissoux—Portiro, Leonardo—Ferreira e Vuillet—Sequeira. Raposo, entreinado por Marcello Beirão, correrá contra Leonards, entreinado por Couto Junior. Devaissoux, Vuillet e Cristiano disputarão um match de velocidade em 3 mãos, por pontos. (6, 740, 251, 931)
presidente-text: Por se encontrar um pouco incomodado, não foi hoje ao seu gabinete o sr. dr. Antonio Granjo. (709, 1341, 919, 1385)
bancaria-text: Cambios, papeis de credito nacionaes e estrangeiros, ecoupons, depositos à ordem e a prazo. (1416, 966, 1617, 1005)
nacional-ad-magnifico: MAGNIFICO DESEMPENHO (1443, 1753, 1590, 1766)
vinhos-subtitle: (CAVES DA RAPOZEIRA) (1196, 1525, 1354, 1541)
principe-subtitle: O regresso do principe de Galles (1192, 1116, 1358, 1131)
eden-sem-camisa: SEM CAMISA (75, 1500, 181, 1519)
magalhaes-text: SANTIAGO, 10.—O programa das festas do 4.º centenario do descobrimento do estreito de Fernão de Magalhães compreende uma procissão civica, parada naval, descerramento e lançamento da primeira pedra de um monumento. (932, 1921, 1151, 2010)
column-5 (926, 50, 1158, 2261)
uruguay-text: ASSUNCION, 11.—O poder executivo autorizou o ministro da instrucção a contractar por tres anos Roquette Pinto, medico brazileiro, como professor de fisiologia da faculdade de medicina.—(Americana). (1163, 788, 1386, 861)
politeama-estreia: ESTREIA da companhia (1216, 124, 1334, 136)
rua-do-norte: Rua do Norte, 5-1.° (39, 302, 244, 329)
sao-luiz-novidade: NOVIDADE—ORIGINALIDADE (282, 491, 446, 503)
sao-luiz-title: THEATRO SÃO LUIZ (283, 440, 445, 460)
reforma-text: O governador Civil de Lisboa, capitão aviador sr. Lelo Portela, conclue trabalhando activamente no projecto de reforma da policia, no qual o tem auxiliado muito o secretario do governo civil, o sr. Chaffeur e do commissariado Geral de policia. (932, 875, 1151, 963)
pedir-informacoes: Pedir informações e regulamentos nos escritórios de OS SPORTS (12, 276, 235, 299)
porto-santo-subtitle: A prosperidade do Estado de Porto Santo (935, 1366, 1147, 1380)
salao-central-ad (1399, 55, 1634, 197)
casacas-title: Casacas e dollars (1443, 138, 1590, 162)
furunculos-title: Furunculos, diabetes, doenças da pele e dos intestinos (1201, 329, 1589, 377)
canetas-papelaria: PAPELARIA DA MODA (1457, 1890, 1576, 1902)
politeama-primeira: 1.ª representação da peça em 3 actos de Dario Nicodemi (1174, 206, 1376, 232)
masthead-rule-right (906, 30, 1497, 33)
